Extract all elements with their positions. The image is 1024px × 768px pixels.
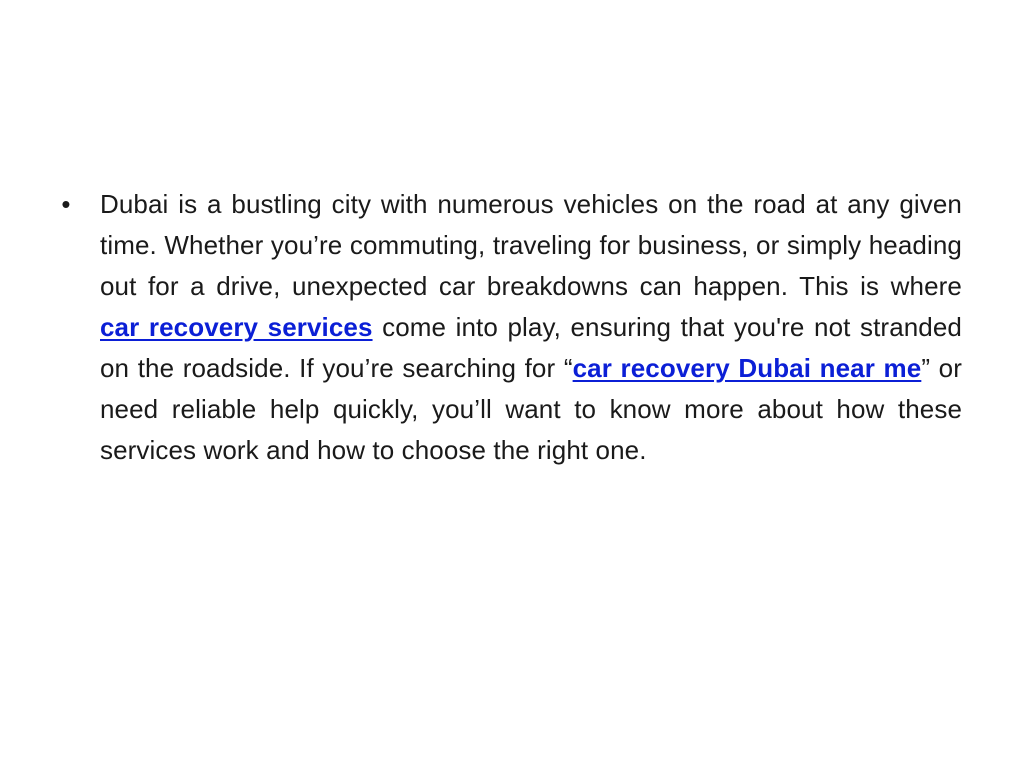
paragraph-text-part2: come into play, ensuring that you're not stranded on the roadside. If you’re searching for “ <box>100 312 962 383</box>
bullet-icon: • <box>61 189 71 219</box>
paragraph-text-part1: Dubai is a bustling city with numerous vehicles on the road at any given time. Whether you’re commuting, traveling for business, or simply heading out for a drive, unexpected car breakdowns can happen. This is where <box>100 189 962 301</box>
bullet-item <box>56 184 962 471</box>
car-recovery-dubai-near-me-link[interactable]: car recovery Dubai near me <box>572 353 922 383</box>
car-recovery-services-link[interactable]: car recovery services <box>100 312 373 342</box>
bullet-list <box>56 184 962 471</box>
paragraph-text-part3: ” or need reliable help quickly, you’ll want to know more about how these services work and how to choose the right one. <box>100 353 962 465</box>
